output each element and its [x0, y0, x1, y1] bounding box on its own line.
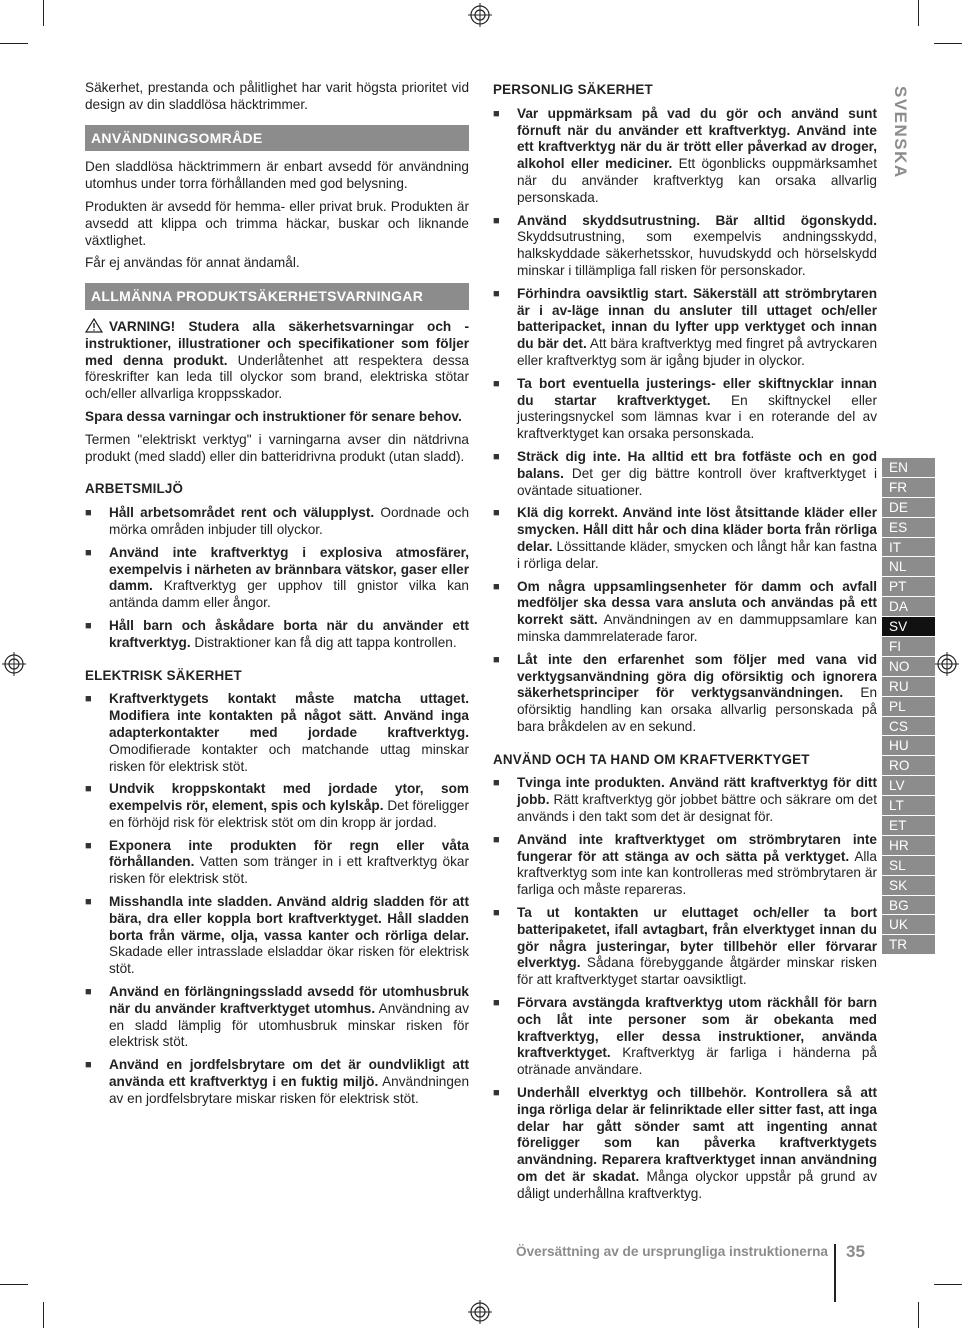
bullet-square-icon: ■: [85, 619, 92, 632]
item-text: Alla kraftverktyg som inte kan kontrolleras med strömbrytaren är farliga och måste repareras.: [517, 848, 877, 898]
language-tab-cs[interactable]: CS: [882, 717, 935, 737]
item-text: Det ger dig bättre kontroll över kraftverktyget i oväntade situationer.: [517, 465, 877, 498]
section-banner-usage: ANVÄNDNINGSOMRÅDE: [85, 125, 469, 152]
list-item: [85, 1057, 469, 1107]
item-text: Sådana förebyggande åtgärder minskar risken för att kraftverktyget startar oavsiktligt.: [517, 955, 877, 988]
bullet-square-icon: ■: [493, 214, 500, 227]
list-item: [493, 106, 877, 207]
list-item: [85, 618, 469, 652]
item-text: Vatten som tränger in i ett kraftverktyg ökar risken för elektrisk stöt.: [109, 854, 469, 887]
language-side-label-text: SVENSKA: [891, 86, 910, 179]
bullet-square-icon: ■: [493, 653, 500, 666]
language-tab-ro[interactable]: RO: [882, 756, 935, 776]
save-instructions-text: Spara dessa varningar och instruktioner för senare behov.: [85, 408, 462, 424]
language-tab-es[interactable]: ES: [882, 518, 935, 538]
item-text: Många olyckor uppstår på grund av dåligt underhållna kraftverktyg.: [517, 1169, 877, 1201]
item-bold: Håll arbetsområdet rent och välupplyst.: [109, 505, 375, 521]
bullet-square-icon: ■: [493, 833, 500, 846]
subheading-use-and-care: ANVÄND OCH TA HAND OM KRAFTVERKTYGET: [493, 751, 810, 767]
item-text: Användning av en sladd lämplig för utomhusbruk minskar risken för elektrisk stöt.: [109, 1000, 470, 1050]
crop-mark: [918, 1302, 919, 1328]
item-text: Omodifierade kontakter och matchande uttag minskar risken för elektrisk stöt.: [109, 741, 469, 774]
footer-text: Översättning av de ursprungliga instruktionerna: [516, 1244, 828, 1259]
item-bold: Använd en förlängningssladd avsedd för utomhusbruk när du använder kraftverktyget utomhus.: [109, 984, 469, 1016]
item-bold: Ta ut kontakten ur eluttaget och/eller ta bort batteripaketet, ifall avtagbart, från elverktyget innan du gör några justeringar, byter tillbehör eller förvarar elverktyg.: [517, 905, 877, 971]
item-text: En oförsiktig handling kan orsaka allvarlig personskada på bara bråkdelen av en sekund.: [517, 685, 878, 734]
bullet-square-icon: ■: [493, 580, 500, 593]
item-text: Ett ögonblicks ouppmärksamhet när du använder kraftverktyg kan orsaka allvarlig personskada.: [517, 156, 877, 205]
item-bold: Tvinga inte produkten. Använd rätt kraftverktyg för ditt jobb.: [517, 775, 877, 808]
item-bold: Exponera inte produkten för regn eller våta förhållanden.: [109, 837, 469, 870]
list-item: [493, 449, 877, 499]
warning-bold-text: VARNING! Studera alla säkerhetsvarningar och -instruktioner, illustrationer och specifikationer som följer med denna produkt.: [85, 318, 469, 368]
list-item: [85, 838, 469, 888]
item-bold: Om några uppsamlingsenheter för damm och avfall medföljer ska dessa vara ansluta och användas på ett korrekt sätt.: [517, 578, 877, 628]
language-tab-ru[interactable]: RU: [882, 677, 935, 697]
item-bold: Låt inte den erfarenhet som följer med vana vid verktygsanvändning göra dig oförsiktig och ignorera säkerhetsprinciper för verktygsanvändningen.: [517, 651, 877, 701]
language-tab-fr[interactable]: FR: [882, 478, 935, 498]
list-item: [493, 832, 877, 899]
section-banner-general-safety: ALLMÄNNA PRODUKTSÄKERHETSVARNINGAR: [85, 283, 469, 310]
bullet-square-icon: ■: [493, 450, 500, 463]
bullet-square-icon: ■: [85, 839, 92, 852]
language-tab-et[interactable]: ET: [882, 816, 935, 836]
list-item: [85, 505, 469, 539]
subheading-personal-safety: PERSONLIG SÄKERHET: [493, 82, 653, 97]
registration-mark-icon: [2, 652, 26, 676]
list-item: [85, 691, 469, 775]
item-bold: Använd inte kraftverktyget om strömbrytaren inte fungerar för att stänga av och sätta på verktyget.: [517, 831, 877, 864]
bullet-square-icon: ■: [85, 507, 92, 520]
language-tab-pl[interactable]: PL: [882, 697, 935, 717]
subheading-electrical-safety: ELEKTRISK SÄKERHET: [85, 667, 242, 683]
language-tab-list: [882, 458, 935, 955]
crop-mark: [918, 0, 919, 26]
list-item: [493, 905, 877, 989]
list-item: [493, 505, 877, 572]
bullet-square-icon: ■: [493, 507, 500, 520]
warning-text: Underlåtenhet att respektera dessa föreskrifter kan leda till olyckor som brand, elektriska stötar och/eller allvarliga kroppsskador.: [85, 352, 469, 402]
item-bold: Underhåll elverktyg och tillbehör. Kontrollera så att inga rörliga delar är felinriktade eller sitter fast, att inga delar har gått sönder samt att ingenting annat föreligger som kan påverka kraftverktygets användning. Reparera kraftverktyget innan användning om det är skadat.: [517, 1085, 877, 1185]
bullet-square-icon: ■: [493, 1087, 500, 1100]
language-tab-uk[interactable]: UK: [882, 915, 935, 935]
language-tab-sk[interactable]: SK: [882, 876, 935, 896]
registration-mark-icon: [468, 1300, 492, 1324]
registration-mark-icon: [935, 652, 959, 676]
item-bold: Använd skyddsutrustning. Bär alltid ögonskydd.: [517, 212, 877, 228]
item-text: Oordnade och mörka områden inbjuder till olyckor.: [109, 505, 470, 537]
item-bold: Sträck dig inte. Ha alltid ett bra fotfäste och en god balans.: [517, 448, 877, 481]
list-item: [493, 579, 877, 646]
language-tab-en[interactable]: EN: [882, 458, 935, 478]
item-text: Användningen av en dammuppsamlare kan minska dammrelaterade faror.: [517, 612, 877, 644]
item-text: Det föreligger en förhöjd risk för elektrisk stöt om din kropp är jordad.: [109, 798, 469, 830]
bullet-square-icon: ■: [493, 377, 500, 390]
bullet-square-icon: ■: [493, 907, 500, 920]
bullet-square-icon: ■: [493, 107, 500, 120]
bullet-square-icon: ■: [493, 777, 500, 790]
language-tab-no[interactable]: NO: [882, 657, 935, 677]
crop-mark: [43, 1302, 44, 1328]
crop-mark: [934, 43, 962, 44]
item-bold: Använd inte kraftverktyg i explosiva atmosfärer, exempelvis i närheten av brännbara vätskor, gaser eller damm.: [109, 544, 469, 594]
language-side-label: [890, 86, 914, 186]
list-item: [493, 995, 877, 1079]
bullet-square-icon: ■: [85, 783, 92, 796]
language-tab-tr[interactable]: TR: [882, 935, 935, 955]
item-text: Lössittande kläder, smycken och långt hår kan fastna i rörliga delar.: [517, 538, 877, 571]
usage-paragraph: Den sladdlösa häcktrimmern är enbart avsedd för användning utomhus under torra förhållanden med god belysning.: [85, 159, 469, 192]
bullet-square-icon: ■: [493, 287, 500, 300]
language-tab-lv[interactable]: LV: [882, 776, 935, 796]
crop-mark: [934, 1284, 962, 1285]
term-paragraph: Termen "elektriskt verktyg" i varningarna avser din nätdrivna produkt (med sladd) eller din batteridrivna produkt (utan sladd).: [85, 431, 469, 464]
crop-mark: [43, 0, 44, 26]
language-tab-pt[interactable]: PT: [882, 577, 935, 597]
list-item: [493, 652, 877, 736]
item-text: Kraftverktyg ger upphov till gnistor vilka kan antända damm eller ångor.: [109, 578, 469, 611]
item-bold: Använd en jordfelsbrytare om det är oundvlikligt att använda ett kraftverktyg i en fuktig miljö.: [109, 1057, 469, 1090]
language-tab-sv[interactable]: SV: [882, 617, 935, 637]
language-tab-sl[interactable]: SL: [882, 856, 935, 876]
item-text: Att bära kraftverktyg med fingret på avtryckaren eller kraftverktyg som är igång bjuder in olyckor.: [517, 336, 878, 368]
list-item: [85, 894, 469, 978]
usage-paragraph: Får ej användas för annat ändamål.: [85, 255, 300, 271]
language-tab-hu[interactable]: HU: [882, 736, 935, 756]
list-item: [493, 1085, 877, 1203]
list-item: [493, 376, 877, 443]
item-bold: Kraftverktygets kontakt måste matcha uttaget. Modifiera inte kontakten på något sätt. Använd inga adapterkontakter med jordade kraftverktyg.: [109, 691, 469, 740]
left-column: [85, 80, 469, 1114]
crop-mark: [0, 43, 28, 44]
list-item: [493, 213, 877, 280]
bullet-square-icon: ■: [85, 896, 92, 909]
item-text: Användningen av en jordfelsbrytare miskar risken för elektrisk stöt.: [109, 1074, 470, 1106]
list-item: [85, 984, 469, 1051]
footer-divider: [834, 1244, 836, 1302]
language-tab-nl[interactable]: NL: [882, 557, 935, 577]
list-item: [85, 545, 469, 612]
crop-mark: [0, 1284, 28, 1285]
item-bold: Var uppmärksam på vad du gör och använd sunt förnuft när du använder ett kraftverktyg. Använd inte ett kraftverktyg när du är trött eller påverkad av droger, alkohol eller mediciner.: [517, 105, 877, 172]
intro-paragraph: Säkerhet, prestanda och pålitlighet har varit högsta prioritet vid design av din sladdlösa häcktrimmer.: [85, 80, 469, 112]
bullet-square-icon: ■: [85, 986, 92, 999]
item-text: Kraftverktyg är farliga i händerna på otränade användare.: [517, 1045, 877, 1078]
bullet-square-icon: ■: [493, 997, 500, 1010]
item-bold: Klä dig korrekt. Använd inte löst åtsittande kläder eller smycken. Håll ditt hår och dina kläder borta från rörliga delar.: [517, 505, 877, 554]
save-instructions: [85, 409, 469, 426]
language-tab-fi[interactable]: FI: [882, 637, 935, 657]
list-item: [493, 775, 877, 825]
language-tab-it[interactable]: IT: [882, 538, 935, 558]
item-bold: Undvik kroppskontakt med jordade ytor, som exempelvis rör, element, spis och kylskåp.: [109, 781, 469, 814]
language-tab-de[interactable]: DE: [882, 498, 935, 518]
item-text: Distraktioner kan få dig att tappa kontrollen.: [190, 634, 457, 650]
language-tab-hr[interactable]: HR: [882, 836, 935, 856]
language-tab-da[interactable]: DA: [882, 597, 935, 617]
list-item: [85, 781, 469, 831]
subheading-work-area: ARBETSMILJÖ: [85, 481, 184, 497]
item-text: Skyddsutrustning, som exempelvis andningsskydd, halkskyddade säkerhetsskor, huvudskydd och hörselskydd minskar i tillämpliga fall risken för personskador.: [517, 229, 877, 278]
item-bold: Misshandla inte sladden. Använd aldrig sladden för att bära, dra eller koppla bort kraftverktyget. Håll sladden borta från värme, olja, vassa kanter och rörliga delar.: [109, 894, 469, 943]
right-column: [493, 80, 877, 1209]
item-bold: Förvara avstängda kraftverktyg utom räckhåll för barn och låt inte personer som är obekanta med kraftverktyg, eller dessa instruktioner, använda kraftverktyget.: [517, 995, 877, 1061]
bullet-square-icon: ■: [85, 546, 92, 559]
item-text: Rätt kraftverktyg gör jobbet bättre och säkrare om det används i den takt som det är designat för.: [517, 792, 877, 825]
item-text: En skiftnyckel eller justeringsnyckel som lämnas kvar i en roterande del av kraftverktyget kan orsaka personskada.: [517, 392, 877, 442]
item-bold: Håll barn och åskådare borta när du använder ett kraftverktyg.: [109, 617, 469, 650]
warning-paragraph: [85, 318, 469, 403]
item-bold: Förhindra oavsiktlig start. Säkerställ att strömbrytaren är i av-läge innan du ansluter till uttaget och/eller batteripacket, innan du lyfter upp verktyget och innan du bär det.: [517, 285, 877, 352]
registration-mark-icon: [468, 3, 492, 27]
language-tab-bg[interactable]: BG: [882, 896, 935, 916]
warning-triangle-icon: [85, 318, 103, 333]
page-number: 35: [846, 1242, 865, 1261]
list-item: [493, 286, 877, 370]
usage-paragraph: Produkten är avsedd för hemma- eller privat bruk. Produkten är avsedd att klippa och trimma häckar, buskar och liknande växtlighet.: [85, 198, 469, 248]
bullet-square-icon: ■: [85, 693, 92, 706]
item-bold: Ta bort eventuella justerings- eller skiftnycklar innan du startar kraftverktyget.: [517, 375, 877, 408]
bullet-square-icon: ■: [85, 1059, 92, 1072]
language-tab-lt[interactable]: LT: [882, 796, 935, 816]
item-text: Skadade eller intrasslade elsladdar ökar risken för elektrisk stöt.: [109, 944, 469, 977]
